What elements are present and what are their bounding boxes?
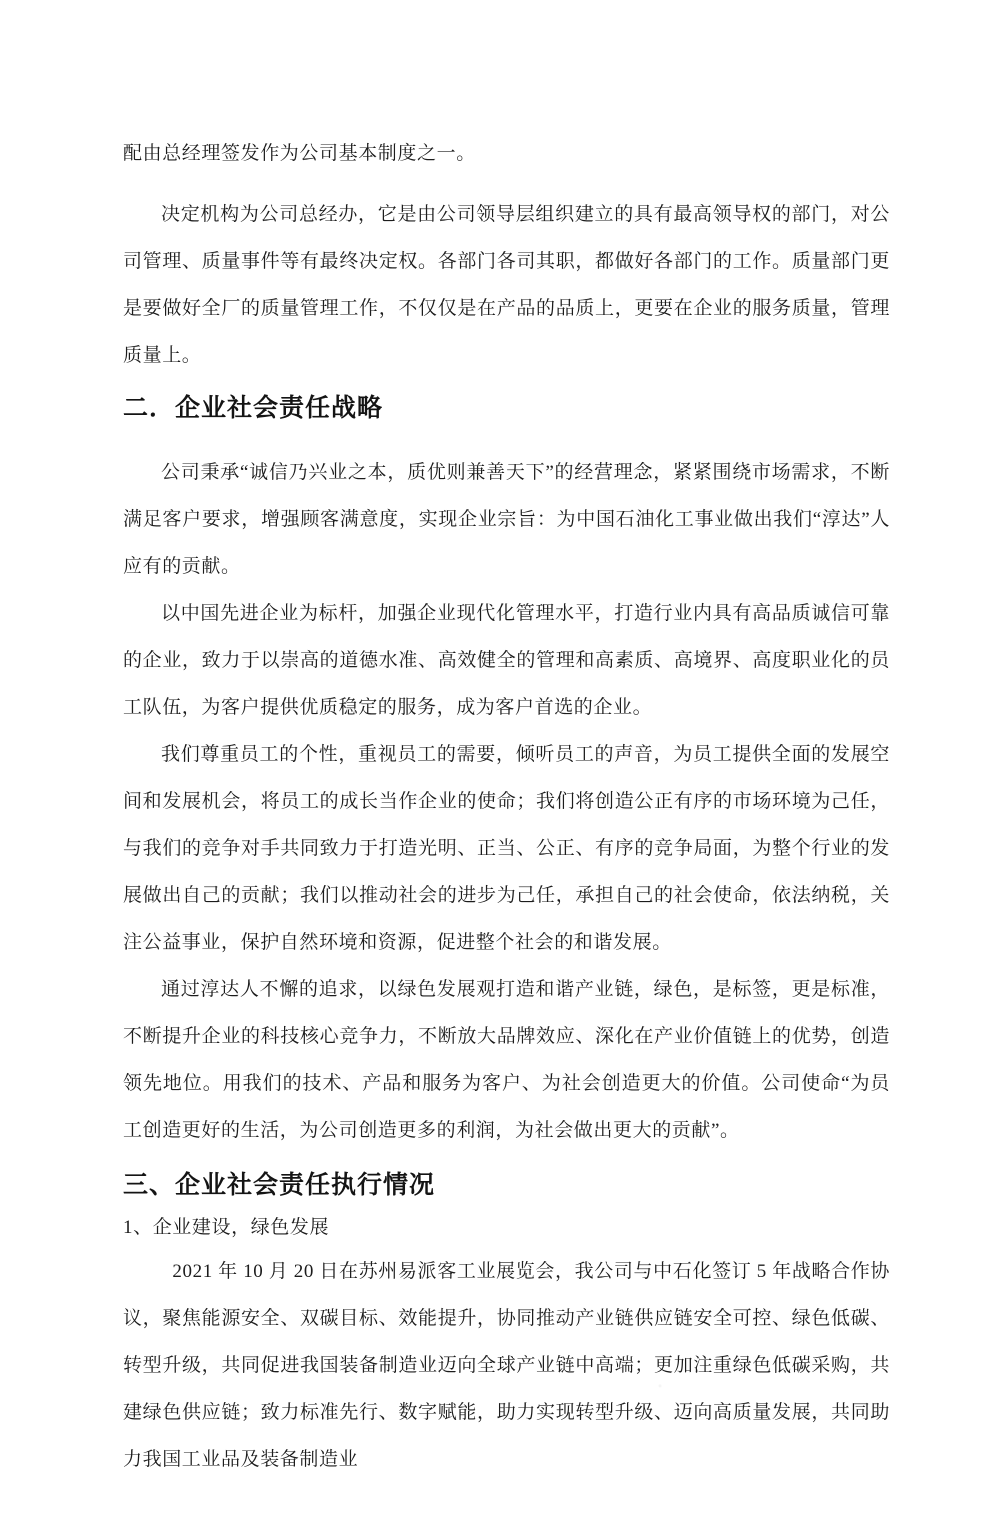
paragraph-green-development: 通过淳达人不懈的追求，以绿色发展观打造和谐产业链，绿色，是标签，更是标准，不断提升企业的科技核心竞争力，不断放大品牌效应、深化在产业价值链上的优势，创造领先地位。用我们的技术、产品和服务为客户、为社会创造更大的价值。公司使命“为员工创造更好的生活，为公司创造更多的利润，为社会做出更大的贡献”。	[123, 979, 890, 1141]
section-heading-csr-execution: 三、企业社会责任执行情况	[123, 1172, 436, 1199]
section-heading-csr-strategy: 二．企业社会责任战略	[123, 395, 384, 422]
paragraph-decision-body: 决定机构为公司总经办，它是由公司领导层组织建立的具有最高领导权的部门，对公司管理、质量事件等有最终决定权。各部门各司其职，都做好各部门的工作。质量部门更是要做好全厂的质量管理工作，不仅仅是在产品的品质上，更要在企业的服务质量，管理质量上。	[123, 204, 890, 366]
paragraph-employee-respect: 我们尊重员工的个性，重视员工的需要，倾听员工的声音，为员工提供全面的发展空间和发展机会，将员工的成长当作企业的使命；我们将创造公正有序的市场环境为己任，与我们的竞争对手共同致力于打造光明、正当、公正、有序的竞争局面，为整个行业的发展做出自己的贡献；我们以推动社会的进步为己任，承担自己的社会使命，依法纳税，关注公益事业，保护自然环境和资源，促进整个社会的和谐发展。	[123, 744, 890, 953]
paragraph-benchmark: 以中国先进企业为标杆，加强企业现代化管理水平，打造行业内具有高品质诚信可靠的企业，致力于以崇高的道德水准、高效健全的管理和高素质、高境界、高度职业化的员工队伍，为客户提供优质稳定的服务，成为客户首选的企业。	[123, 603, 890, 718]
subsection-heading-enterprise-construction: 1、企业建设，绿色发展	[123, 1217, 330, 1238]
paragraph-business-philosophy: 公司秉承“诚信乃兴业之本，质优则兼善天下”的经营理念，紧紧围绕市场需求，不断满足客户要求，增强顾客满意度，实现企业宗旨：为中国石油化工事业做出我们“淳达”人应有的贡献。	[123, 462, 890, 577]
paragraph-sinopec-cooperation: 2021 年 10 月 20 日在苏州易派客工业展览会，我公司与中石化签订 5 年战略合作协议，聚焦能源安全、双碳目标、效能提升，协同推动产业链供应链安全可控、绿色低碳、转型升级，共同促进我国装备制造业迈向全球产业链中高端；更加注重绿色低碳采购，共建绿色供应链；致力标准先行、数字赋能，助力实现转型升级、迈向高质量发展，共同助力我国工业品及装备制造业	[123, 1261, 890, 1470]
document-body	[123, 130, 890, 1483]
paragraph-issuance: 配由总经理签发作为公司基本制度之一。	[123, 143, 476, 164]
